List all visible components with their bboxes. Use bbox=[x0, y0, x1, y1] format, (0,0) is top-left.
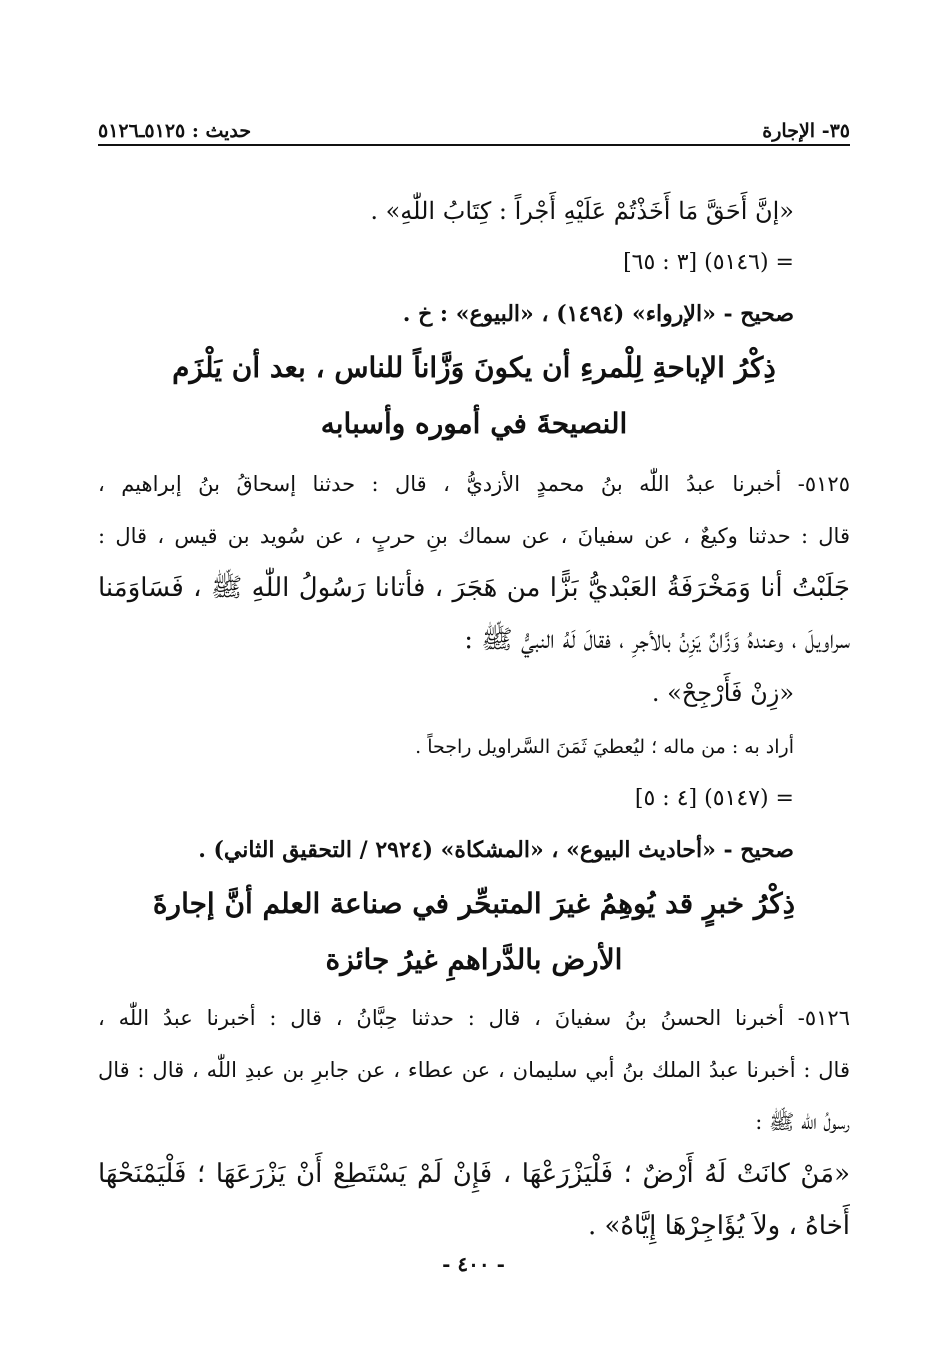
cross-reference: = (٥١٤٧) [٤ : ٥] bbox=[634, 786, 794, 811]
page-header bbox=[98, 108, 850, 142]
grading-note: صحيح - «الإرواء» (١٤٩٤) ، «البيوع» : خ . bbox=[402, 301, 794, 327]
hadith-quote: «زِنْ فَأَرْجِحْ» . bbox=[651, 679, 794, 707]
cross-reference: = (٥١٤٦) [٣ : ٦٥] bbox=[623, 250, 794, 275]
hadith-quote: «مَنْ كانَتْ لَهُ أَرْضٌ ؛ فَلْيَزْرَعْهَا ، فَإِنْ لَمْ يَسْتَطِعْ أَنْ يَزْرَعَهَا ؛ فَلْيَمْنَحْهَا bbox=[98, 1159, 850, 1189]
chapter-title: ٣٥- الإجارة bbox=[762, 120, 850, 142]
hadith-text-line: ٥١٢٦- أخبرنا الحسنُ بنُ سفيانَ ، قال : حدثنا حِبَّانُ ، قال : أخبرنا عبدُ اللّٰه ، bbox=[98, 1006, 850, 1030]
hadith-quote: «إنَّ أَحَقَّ مَا أَخَذْتُمْ عَلَيْهِ أَجْراً : كِتَابُ اللّٰهِ» . bbox=[370, 197, 794, 225]
explanatory-note: أراد به : من ماله ؛ ليُعطيَ ثَمَنَ السَّراويل راجحاً . bbox=[415, 736, 794, 758]
hadith-text-line: قال : أخبرنا عبدُ الملك بنُ أبي سليمان ، عن عطاء ، عن جابرِ بن عبدِ اللّٰه ، قال : قال bbox=[98, 1058, 850, 1082]
section-heading: الأرض بالدَّراهمِ غيرُ جائزة bbox=[325, 943, 623, 976]
hadith-text-line: سراويلَ ، وعندهُ وَزَّانٌ يَزِنُ بالأجرِ ، فقالَ لَهُ النبيُّ ﷺ : bbox=[464, 625, 850, 655]
grading-note: صحيح - «أحاديث البيوع» ، «المشكاة» (٢٩٢٤ / التحقيق الثاني) . bbox=[198, 837, 794, 863]
section-heading: ذِكْرُ خبرٍ قد يُوهِمُ غيرَ المتبحِّر في صناعة العلم أنَّ إجارةَ bbox=[152, 887, 796, 920]
page-number: - ٤٠٠ - bbox=[442, 1252, 505, 1276]
hadith-text-line: رسولُ اللّٰه ﷺ : bbox=[755, 1110, 850, 1134]
section-heading: ذِكْرُ الإباحةِ لِلْمرءِ أن يكونَ وَزَّاناً للناس ، بعد أن يَلْزَم bbox=[172, 351, 776, 384]
header-rule bbox=[98, 144, 850, 146]
hadith-range: حديث : ٥١٢٥ـ٥١٢٦ bbox=[98, 120, 252, 142]
hadith-text-line: قال : حدثنا وكيعٌ ، عن سفيانَ ، عن سماك بنِ حربٍ ، عن سُويد بن قيس ، قال : bbox=[98, 524, 850, 548]
hadith-text-line: جَلَبْتُ أنا وَمَخْرَفَةُ العَبْديُّ بَزًّا من هَجَرَ ، فأتانا رَسُولُ اللّٰهِ ﷺ ، فَسَاوَمَنا bbox=[98, 573, 850, 603]
hadith-text-line: ٥١٢٥- أخبرنا عبدُ اللّٰه بنُ محمدٍ الأزديُّ ، قال : حدثنا إسحاقُ بنُ إبراهيم ، bbox=[98, 472, 850, 496]
page-body bbox=[98, 184, 850, 1252]
hadith-quote: أَخاهُ ، ولاَ يُؤَاجِرْهَا إِيَّاهُ» . bbox=[587, 1211, 850, 1241]
section-heading: النصيحةَ في أموره وأسبابه bbox=[320, 407, 628, 440]
